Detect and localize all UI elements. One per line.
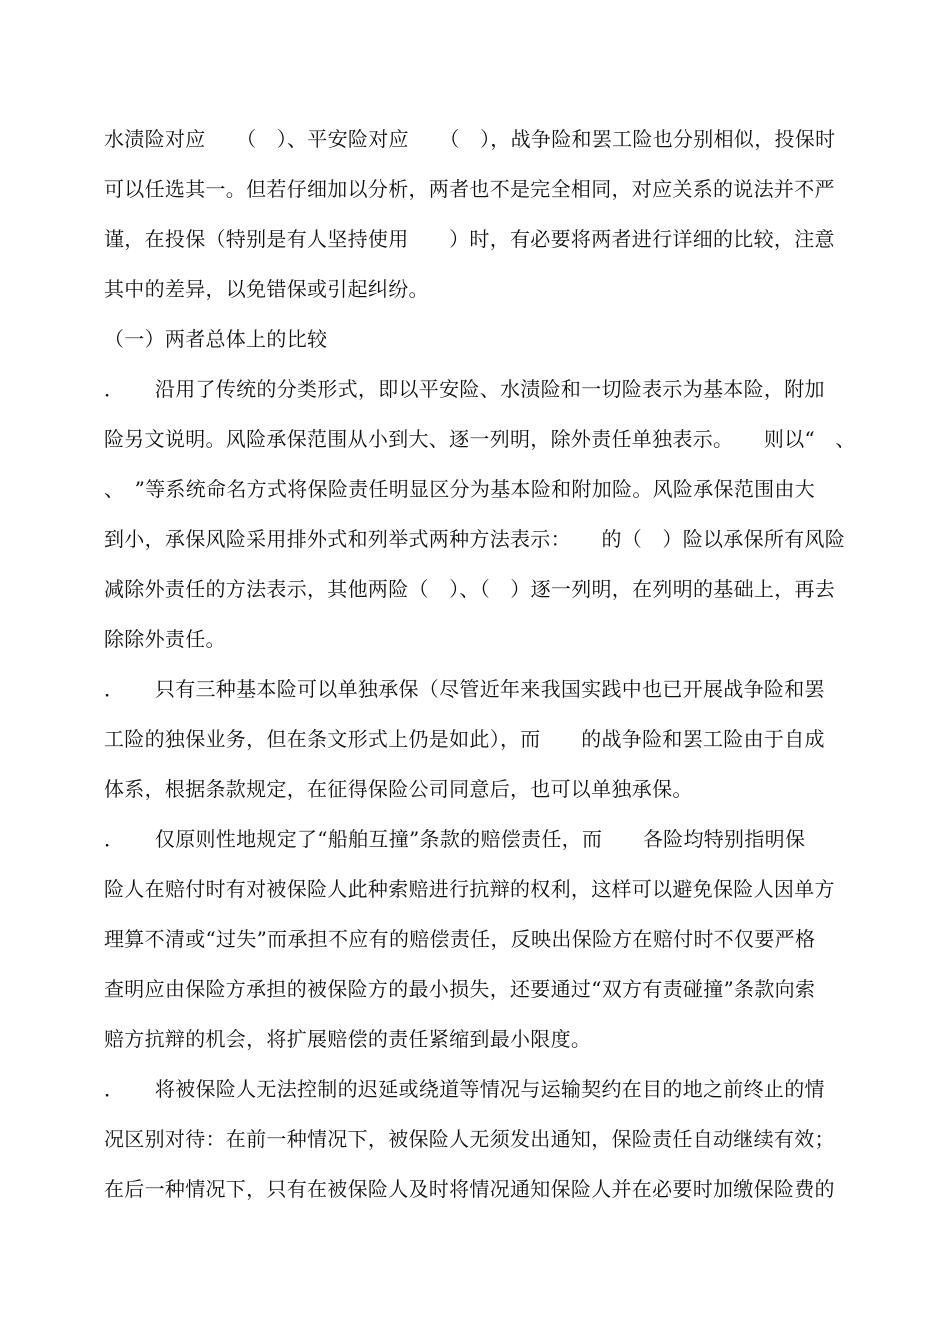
body-text-line: 其中的差异，以免错保或引起纠纷。 [104, 277, 429, 301]
body-text-line: 、 ”等系统命名方式将保险责任明显区分为基本险和附加险。风险承保范围由大 [104, 477, 816, 501]
body-text-line: 除除外责任。 [104, 627, 226, 651]
body-text-line: 到小，承保风险采用排外式和列举式两种方法表示： 的（ ）险以承保所有风险 [104, 527, 846, 551]
body-text-line: 况区别对待：在前一种情况下，被保险人无须发出通知，保险责任自动继续有效； [104, 1127, 835, 1151]
body-text-line: 工险的独保业务，但在条文形式上仍是如此），而 的战争险和罢工险由于自成 [104, 727, 825, 751]
body-text-line: 理算不清或“过失”而承担不应有的赔偿责任，反映出保险方在赔付时不仅要严格 [104, 927, 816, 951]
body-text-line: 水渍险对应 （ ）、平安险对应 （ ），战争险和罢工险也分别相似，投保时 [104, 127, 836, 151]
body-text-line: ． 只有三种基本险可以单独承保（尽管近年来我国实践中也已开展战争险和罢 [104, 677, 825, 701]
body-text-line: ． 将被保险人无法控制的迟延或绕道等情况与运输契约在目的地之前终止的情 [104, 1077, 825, 1101]
body-text-line: 查明应由保险方承担的被保险方的最小损失，还要通过“双方有责碰撞”条款向索 [104, 977, 816, 1001]
body-text-line: 减除外责任的方法表示，其他两险（ ）、（ ）逐一列明，在列明的基础上，再去 [104, 577, 836, 601]
body-text-line: 在后一种情况下，只有在被保险人及时将情况通知保险人并在必要时加缴保险费的 [104, 1177, 835, 1201]
body-text-line: 谨，在投保（特别是有人坚持使用 ）时，有必要将两者进行详细的比较，注意 [104, 227, 835, 251]
body-text-line: 体系，根据条款规定，在征得保险公司同意后，也可以单独承保。 [104, 777, 693, 801]
body-text-line: 可以任选其一。但若仔细加以分析，两者也不是完全相同，对应关系的说法并不严 [104, 177, 835, 201]
body-text-line: 险另文说明。风险承保范围从小到大、逐一列明，除外责任单独表示。 则以“ 、 [104, 427, 856, 451]
body-text-line: 赔方抗辩的机会，将扩展赔偿的责任紧缩到最小限度。 [104, 1027, 592, 1051]
body-text-line: ． 沿用了传统的分类形式，即以平安险、水渍险和一切险表示为基本险，附加 [104, 377, 825, 401]
section-heading: （一）两者总体上的比较 [104, 327, 328, 351]
body-text-line: 险人在赔付时有对被保险人此种索赔进行抗辩的权利，这样可以避免保险人因单方 [104, 877, 835, 901]
body-text-line: ． 仅原则性地规定了“船舶互撞”条款的赔偿责任，而 各险均特别指明保 [104, 827, 806, 851]
